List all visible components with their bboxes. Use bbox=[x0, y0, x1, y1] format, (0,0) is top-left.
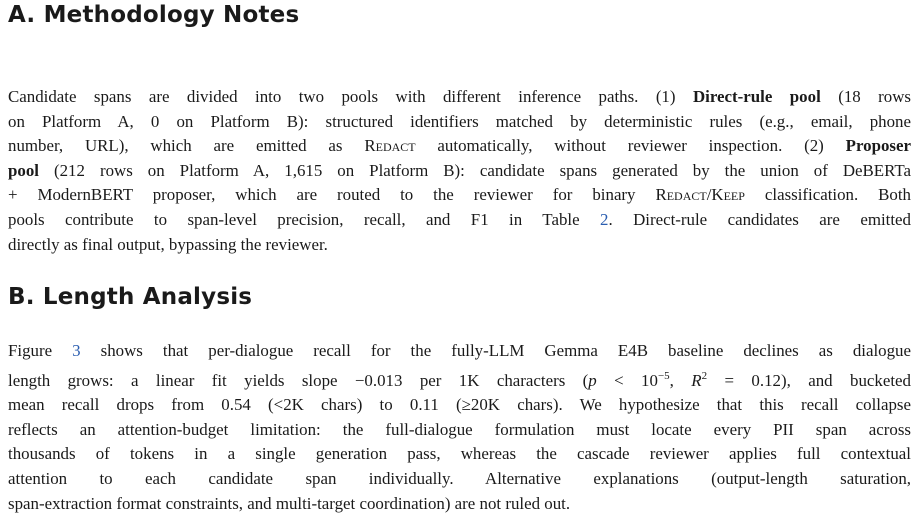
cross-reference-link[interactable]: 3 bbox=[72, 341, 81, 360]
text-run: shows that per-dialogue recall for the fully-LLM Gemma E4B baseline declines as dialogue bbox=[80, 341, 912, 360]
section-a-paragraph bbox=[8, 85, 911, 257]
text-run: Figure bbox=[8, 341, 73, 360]
paragraph-line bbox=[8, 208, 911, 233]
text-run: , bbox=[669, 370, 692, 390]
text-run: classification. Both bbox=[744, 185, 911, 205]
small-caps-label: Keep bbox=[711, 185, 745, 205]
text-run: (212 rows on Platform A, 1,615 on Platform B): candidate spans generated by the union of DeBERTa bbox=[38, 160, 911, 180]
paragraph-line bbox=[8, 442, 911, 467]
text-run: length grows: a linear fit yields slope −0.013 per 1K characters ( bbox=[8, 370, 589, 390]
math-superscript: 2 bbox=[701, 369, 708, 382]
text-run: + ModernBERT proposer, which are routed to the reviewer for binary bbox=[8, 185, 656, 205]
math-variable: R bbox=[691, 370, 702, 390]
text-run: span-extraction format constraints, and multi-target coordination) are not ruled out. bbox=[8, 493, 571, 513]
text-run: attention to each candidate span individually. Alternative explanations (output-length saturation, bbox=[8, 468, 911, 488]
bold-term: pool bbox=[8, 160, 39, 180]
text-run: on Platform A, 0 on Platform B): structured identifiers matched by deterministic rules (e.g., email, phone bbox=[8, 111, 911, 131]
paragraph-line bbox=[8, 364, 911, 394]
paragraph-line bbox=[8, 339, 911, 364]
paragraph-line bbox=[8, 159, 911, 184]
text-run: reflects an attention-budget limitation: the full-dialogue formulation must locate every PII span across bbox=[8, 419, 911, 439]
paragraph-line bbox=[8, 134, 911, 159]
text-run: < 10 bbox=[596, 370, 658, 390]
math-variable: p bbox=[588, 370, 597, 390]
small-caps-label: Redact bbox=[364, 136, 416, 156]
text-run: pools contribute to span-level precision, recall, and F1 in Table bbox=[8, 209, 600, 229]
math-superscript: −5 bbox=[657, 369, 670, 382]
paragraph-line bbox=[8, 110, 911, 135]
text-run: (18 rows bbox=[820, 87, 911, 106]
bold-term: Proposer bbox=[845, 136, 912, 156]
text-run: number, URL), which are emitted as bbox=[8, 136, 365, 156]
text-run: mean recall drops from 0.54 (<2K chars) to 0.11 (≥20K chars). We hypothesize that this recall collapse bbox=[8, 395, 911, 415]
paragraph-line bbox=[8, 492, 911, 517]
cross-reference-link[interactable]: 2 bbox=[600, 209, 609, 229]
text-run: directly as final output, bypassing the reviewer. bbox=[8, 234, 328, 254]
bold-term: Direct-rule pool bbox=[692, 87, 821, 106]
paragraph-line bbox=[8, 233, 911, 258]
paragraph-line bbox=[8, 418, 911, 443]
paragraph-line bbox=[8, 85, 911, 110]
text-run: thousands of tokens in a single generation pass, whereas the cascade reviewer applies full contextual bbox=[8, 444, 911, 464]
section-b-paragraph bbox=[8, 339, 911, 516]
paragraph-line bbox=[8, 467, 911, 492]
text-run: . Direct-rule candidates are emitted bbox=[608, 209, 911, 229]
text-run: Candidate spans are divided into two pools with different inference paths. (1) bbox=[8, 87, 693, 106]
small-caps-label: Redact bbox=[655, 185, 707, 205]
text-run: automatically, without reviewer inspection. (2) bbox=[415, 136, 846, 156]
text-run: / bbox=[706, 185, 712, 205]
section-b-heading: B. Length Analysis bbox=[8, 284, 253, 310]
section-a-heading: A. Methodology Notes bbox=[8, 2, 300, 28]
paragraph-line bbox=[8, 183, 911, 208]
text-run: = 0.12), and bucketed bbox=[707, 370, 911, 390]
paragraph-line bbox=[8, 393, 911, 418]
